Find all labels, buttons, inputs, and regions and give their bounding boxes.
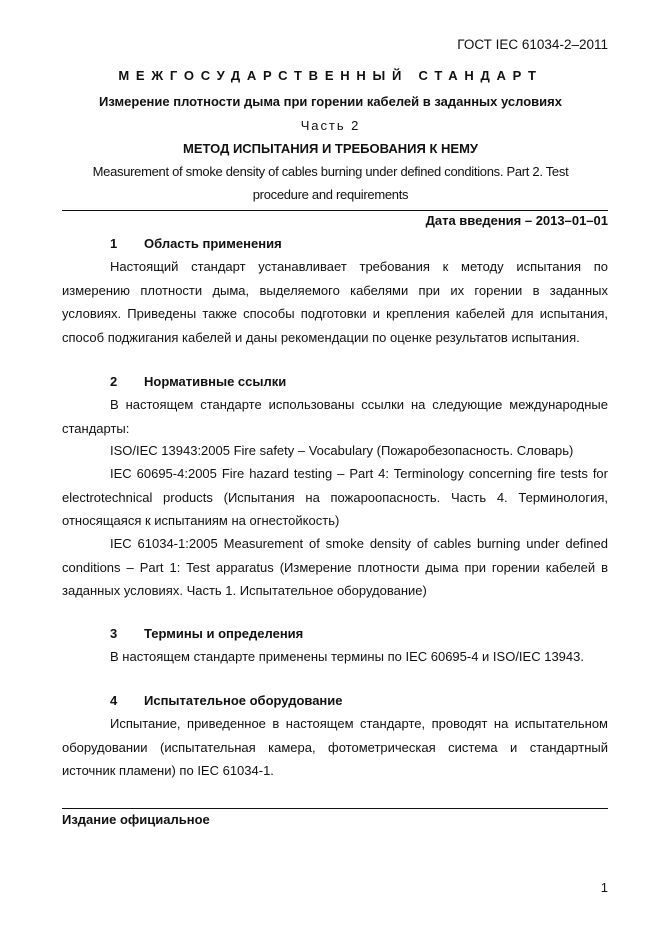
section-4-paragraph	[62, 712, 608, 783]
section-title: Область применения	[144, 236, 282, 251]
part-label: Часть 2	[300, 118, 361, 133]
section-number: 4	[110, 693, 118, 708]
section-title: Термины и определения	[144, 626, 304, 641]
standard-type-title: МЕЖГОСУДАРСТВЕННЫЙ СТАНДАРТ	[118, 68, 543, 83]
section-1-paragraph	[62, 255, 608, 349]
section-2-intro	[62, 393, 608, 440]
footer-divider	[62, 808, 608, 809]
reference-text: IEC 61034-1:2005 Measurement of smoke density of cables burning under defined conditions – Part 1: Test apparatus (Измерение плотности дыма при горении кабелей в заданных условиях. Часть 1. Испытательное оборудование)	[62, 536, 608, 598]
section-number: 2	[110, 374, 118, 389]
reference-1	[62, 439, 608, 463]
method-title: МЕТОД ИСПЫТАНИЯ И ТРЕБОВАНИЯ К НЕМУ	[183, 141, 478, 156]
introduction-date: Дата введения – 2013–01–01	[425, 213, 608, 228]
reference-text: IEC 60695-4:2005 Fire hazard testing – Part 4: Terminology concerning fire tests for electrotechnical products (Испытания на пожароопасность. Часть 4. Терминология, относящаяся к испытаниям на огнестойкость)	[62, 466, 608, 528]
paragraph-text: Испытание, приведенное в настоящем стандарте, проводят на испытательном оборудовании (испытательная камера, фотометрическая система и стандартный источник пламени) по IEC 61034-1.	[62, 716, 608, 778]
reference-text: ISO/IEC 13943:2005 Fire safety – Vocabulary (Пожаробезопасность. Словарь)	[110, 443, 574, 458]
english-title-line-2: procedure and requirements	[252, 187, 409, 202]
page-number: 1	[600, 880, 608, 895]
paragraph-text: Настоящий стандарт устанавливает требования к методу испытания по измерению плотности дыма, выделяемого кабелями при их горении в заданных условиях. Приведены также способы подготовки и крепления кабелей для испытания, способ поджигания кабелей и даны рекомендации по оценке результатов испытания.	[62, 259, 608, 345]
section-heading-2	[110, 374, 286, 389]
reference-3	[62, 532, 608, 603]
official-edition-label: Издание официальное	[62, 812, 210, 827]
section-title: Испытательное оборудование	[144, 693, 343, 708]
section-number: 3	[110, 626, 118, 641]
section-3-paragraph	[62, 645, 608, 669]
section-heading-3	[110, 626, 303, 641]
english-title-line-1: Measurement of smoke density of cables burning under defined conditions. Part 2. Test	[92, 164, 569, 179]
standard-code: ГОСТ IEC 61034-2–2011	[457, 37, 608, 52]
paragraph-text: В настоящем стандарте использованы ссылки на следующие международные стандарты:	[62, 397, 608, 436]
section-number: 1	[110, 236, 118, 251]
paragraph-text: В настоящем стандарте применены термины по IEC 60695-4 и ISO/IEC 13943.	[110, 649, 584, 664]
section-heading-4	[110, 693, 343, 708]
russian-title: Измерение плотности дыма при горении кабелей в заданных условиях	[99, 94, 562, 109]
section-title: Нормативные ссылки	[144, 374, 287, 389]
section-heading-1	[110, 236, 282, 251]
header-divider	[62, 210, 608, 211]
reference-2	[62, 462, 608, 533]
